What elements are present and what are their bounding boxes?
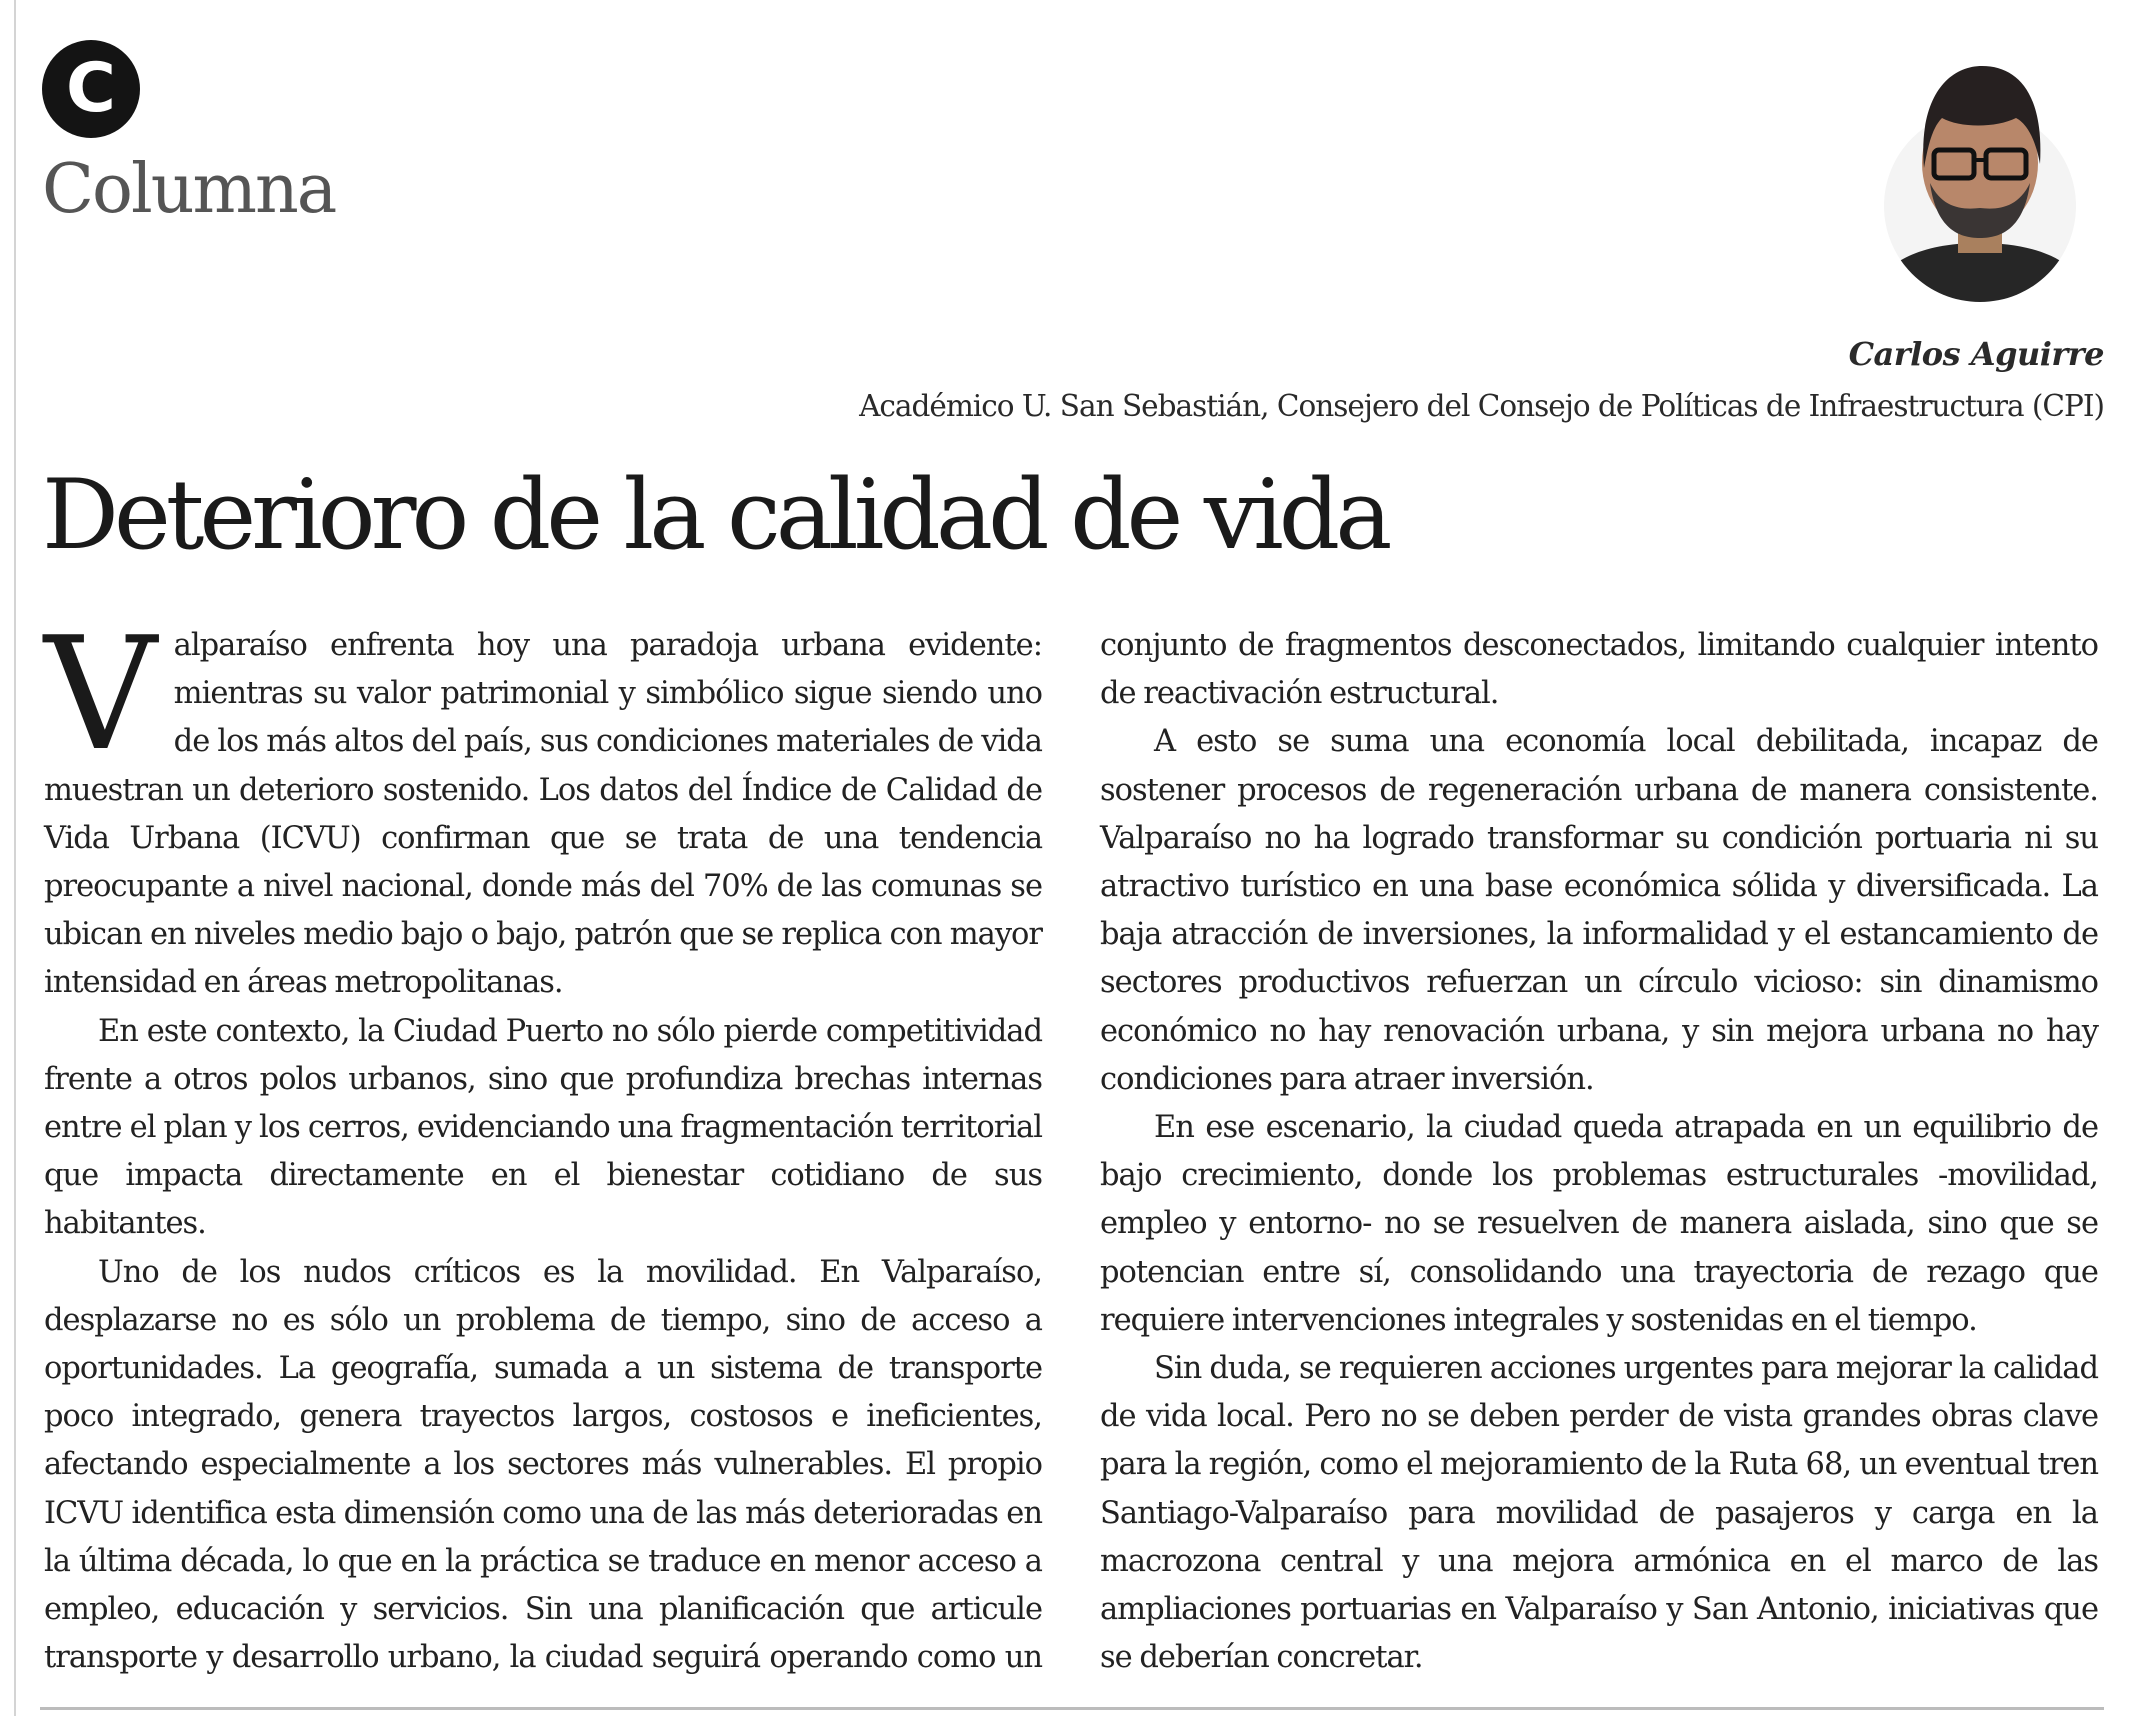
article-body xyxy=(44,603,2098,1684)
drop-cap: V xyxy=(44,603,156,785)
article-headline: Deterioro de la calidad de vida xyxy=(42,459,1388,571)
page-left-rule xyxy=(14,0,16,1716)
article-paragraph-lead xyxy=(44,603,1042,1008)
lead-paragraph-text: alparaíso enfrenta hoy una paradoja urbana evidente: mientras su valor patrimonial y simbólico sigue siendo uno de los más altos del país, sus condiciones materiales de vida muestran un deterioro sostenido. Los datos del Índice de Calidad de Vida Urbana (ICVU) confirman que se trata de una tendencia preocupante a nivel nacional, donde más del 70% de las comunas se ubican en niveles medio bajo o bajo, patrón que se replica con mayor intensidad en áreas metropolitanas. xyxy=(44,628,1042,1001)
author-photo xyxy=(1858,58,2098,304)
author-role: Académico U. San Sebastián, Consejero del Consejo de Políticas de Infraestructura (CPI) xyxy=(859,389,2104,423)
article-paragraph: En este contexto, la Ciudad Puerto no sólo pierde competitividad frente a otros polos urbanos, sino que profundiza brechas internas entre el plan y los cerros, evidenciando una fragmentación territorial que impacta directamente en el bienestar cotidiano de sus habitantes. xyxy=(44,1013,1042,1242)
article-paragraph: Sin duda, se requieren acciones urgentes para mejorar la calidad de vida local. Pero no se deben perder de vista grandes obras clave para la región, como el mejoramiento de la Ruta 68, un eventual tren Santiago-Valparaíso para movilidad de pasajeros y carga en la macrozona central y una mejora armónica en el marco de las ampliaciones portuarias en Valparaíso y San Antonio, iniciativas que se deberían concretar. xyxy=(1100,1351,2098,1676)
section-label: Columna xyxy=(42,150,336,229)
article-paragraph: A esto se suma una economía local debilitada, incapaz de sostener procesos de regeneración urbana de manera consistente. Valparaíso no ha logrado transformar su condición portuaria ni su atractivo turístico en una base económica sólida y diversificada. La baja atracción de inversiones, la informalidad y el estancamiento de sectores productivos refuerzan un círculo vicioso: sin dinamismo económico no hay renovación urbana, y sin mejora urbana no hay condiciones para atraer inversión. xyxy=(1100,724,2098,1097)
article-paragraph: Uno de los nudos críticos es la movilidad. En Valparaíso, desplazarse no es sólo un problema de tiempo, sino de acceso a oportunidades. La geografía, sumada a un sistema de transporte poco integrado, genera trayectos largos, costosos e ineficientes, afectando especialmente a los sectores más vulnerables. El propio ICVU identifica esta dimensión como una de las más deterioradas en la última década, lo que en la práctica se traduce en menor acceso a empleo, educación y servicios. Sin una planificación que articule transporte y desarrollo urbano, la ciudad seguirá operando como un conjunto de fragmentos desconectados, limitando cualquier intento de reactivación estructural. xyxy=(44,628,2098,1676)
column-badge: C xyxy=(42,40,140,138)
page-bottom-rule xyxy=(40,1707,2104,1710)
article-paragraph: En ese escenario, la ciudad queda atrapada en un equilibrio de bajo crecimiento, donde los problemas estructurales -movilidad, empleo y entorno- no se resuelven de manera aislada, sino que se potencian entre sí, consolidando una trayectoria de rezago que requiere intervenciones integrales y sostenidas en el tiempo. xyxy=(1100,1110,2098,1338)
author-portrait-illustration xyxy=(1858,58,2098,304)
author-name: Carlos Aguirre xyxy=(1848,335,2104,373)
